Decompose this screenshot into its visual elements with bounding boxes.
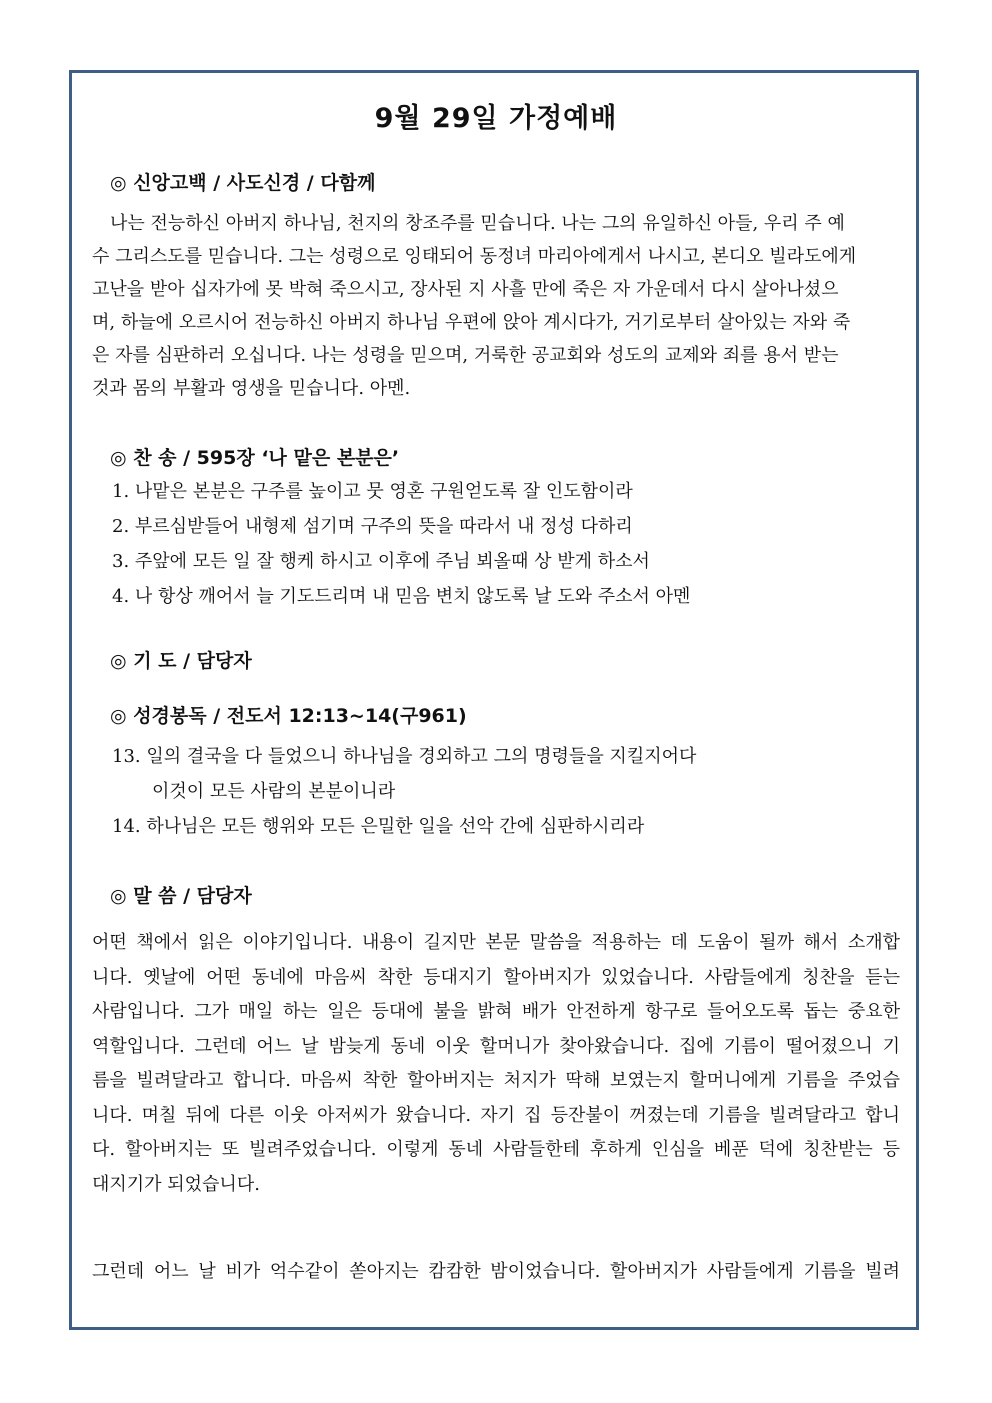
- verse-14: 14. 하나님은 모든 행위와 모든 은밀한 일을 선악 간에 심판하시리라: [112, 816, 645, 837]
- creed-line: 나는 전능하신 아버지 하나님, 천지의 창조주를 믿습니다. 나는 그의 유일하신 아들, 우리 주 예: [110, 213, 845, 234]
- reading-heading: ◎ 성경봉독 / 전도서 12:13~14(구961): [110, 705, 467, 727]
- sermon-heading: ◎ 말 씀 / 담당자: [110, 885, 252, 907]
- hymn-verse: 2. 부르심받들어 내형제 섬기며 구주의 뜻을 따라서 내 정성 다하리: [112, 516, 633, 537]
- hymn-verse: 3. 주앞에 모든 일 잘 행케 하시고 이후에 주님 뵈올때 상 받게 하소서: [112, 551, 650, 572]
- sermon-line: 사람입니다. 그가 매일 하는 일은 등대에 불을 밝혀 배가 안전하게 항구로 들어오도록 돕는 중요한: [92, 1001, 900, 1022]
- hymn-verse: 4. 나 항상 깨어서 늘 기도드리며 내 믿음 변치 않도록 날 도와 주소서 아멘: [112, 586, 691, 607]
- verse-13: 13. 일의 결국을 다 들었으니 하나님을 경외하고 그의 명령들을 지킬지어다: [112, 746, 697, 767]
- verse-13-continued: 이것이 모든 사람의 본분이니라: [152, 781, 396, 802]
- creed-line: 것과 몸의 부활과 영생을 믿습니다. 아멘.: [92, 378, 411, 399]
- creed-text: [92, 207, 900, 405]
- reading-verses: [112, 739, 696, 844]
- creed-heading: ◎ 신앙고백 / 사도신경 / 다함께: [110, 172, 376, 194]
- sermon-line: 름을 빌려달라고 합니다. 마음씨 착한 할아버지는 처지가 딱해 보였는지 할머니에게 기름을 주었습: [92, 1070, 900, 1091]
- sermon-line: 다. 할아버지는 또 빌려주었습니다. 이렇게 동네 사람들한테 후하게 인심을 베푼 덕에 칭찬받는 등: [92, 1139, 900, 1160]
- sermon-line: 니다. 옛날에 어떤 동네에 마음씨 착한 등대지기 할아버지가 있었습니다. 사람들에게 칭찬을 듣는: [92, 966, 900, 988]
- creed-line: 고난을 받아 십자가에 못 박혀 죽으시고, 장사된 지 사흘 만에 죽은 자 가운데서 다시 살아나셨으: [92, 279, 839, 300]
- sermon-line: 역할입니다. 그런데 어느 날 밤늦게 동네 이웃 할머니가 찾아왔습니다. 집에 기름이 떨어졌으니 기: [92, 1035, 900, 1057]
- hymn-heading: ◎ 찬 송 / 595장 ‘나 맡은 본분은’: [110, 447, 400, 469]
- sermon-paragraph-2: [92, 1255, 900, 1290]
- creed-line: 며, 하늘에 오르시어 전능하신 아버지 하나님 우편에 앉아 계시다가, 거기로부터 살아있는 자와 죽: [92, 312, 851, 333]
- sermon-line: 니다. 며칠 뒤에 다른 이웃 아저씨가 왔습니다. 자기 집 등잔불이 꺼졌는데 기름을 빌려달라고 합니: [92, 1104, 900, 1126]
- creed-line: 수 그리스도를 믿습니다. 그는 성령으로 잉태되어 동정녀 마리아에게서 나시고, 본디오 빌라도에게: [92, 246, 857, 267]
- hymn-verses: [112, 474, 690, 614]
- sermon-paragraph-1: [92, 926, 900, 1202]
- sermon-line: 그런데 어느 날 비가 억수같이 쏟아지는 캄캄한 밤이었습니다. 할아버지가 사람들에게 기름을 빌려: [92, 1261, 900, 1282]
- prayer-heading: ◎ 기 도 / 담당자: [110, 650, 252, 672]
- sermon-line: 어떤 책에서 읽은 이야기입니다. 내용이 길지만 본문 말씀을 적용하는 데 도움이 될까 해서 소개합: [92, 932, 900, 953]
- page-title: 9월 29일 가정예배: [374, 103, 618, 134]
- sermon-line: 대지기가 되었습니다.: [92, 1173, 260, 1195]
- creed-line: 은 자를 심판하러 오십니다. 나는 성령을 믿으며, 거룩한 공교회와 성도의 교제와 죄를 용서 받는: [92, 345, 839, 366]
- hymn-verse: 1. 나맡은 본분은 구주를 높이고 뭇 영혼 구원얻도록 잘 인도함이라: [112, 481, 633, 502]
